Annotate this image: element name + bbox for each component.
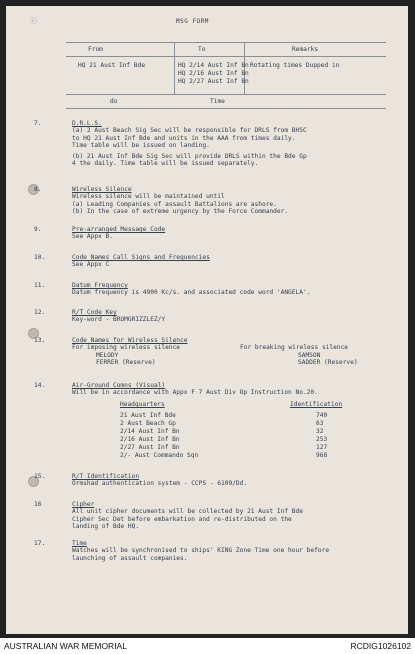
section-number: 16 (34, 501, 42, 508)
section-line: landing of Bde HQ. (72, 523, 140, 531)
section-number: 12. (34, 309, 46, 316)
section-message-code (72, 226, 402, 241)
section-line: (b) In the case of extreme urgency by the Force Commander. (72, 208, 289, 216)
table-row-id: 63 (316, 420, 324, 427)
section-line: See Appx C (72, 261, 110, 269)
table-row-id: 32 (316, 428, 324, 435)
table-row-hq: 2 Aust Beach Gp (120, 420, 176, 427)
table-row-id: 740 (316, 412, 328, 419)
footer-record-id: RCDIG1026102 (350, 641, 411, 651)
section-number: 14. (34, 382, 46, 389)
col-sub-left: do (110, 98, 118, 105)
table-row-hq: 2/16 Aust Inf Bn (120, 436, 180, 443)
section-line: Time table will be issued on landing. (72, 142, 210, 150)
archive-stamp: ⓒ (30, 17, 37, 25)
header-rule-mid (66, 56, 386, 57)
section-number: 15. (34, 473, 46, 480)
archive-footer (0, 638, 415, 654)
to-line-2: HQ 2/16 Aust Inf Bn (178, 70, 249, 77)
col-sub-right: Time (210, 98, 225, 105)
table-row-hq: 21 Aust Inf Bde (120, 412, 176, 419)
header-divider-1 (174, 42, 175, 94)
section-code-names (72, 254, 402, 269)
section-title: R/T Identification (72, 473, 140, 480)
section-line: Watches will be synchronised to ships' KING Zone Time one hour before (72, 547, 330, 555)
section-datum-frequency (72, 282, 402, 297)
section-line: 4 the daily. Time table will be issued separately. (72, 160, 259, 168)
section-title: R/T Code Key (72, 309, 117, 316)
table-row-hq: 2/27 Aust Inf Bn (120, 444, 180, 451)
col-remarks-header: Remarks (292, 46, 319, 53)
section-cipher (72, 501, 402, 531)
section-number: 7. (34, 120, 42, 127)
section-line: Key-word - BROMGRIZZLEZ/Y (72, 316, 166, 324)
table-row-hq: 2/14 Aust Inf Bn (120, 428, 180, 435)
section-wireless-silence (72, 186, 402, 216)
section-number: 9. (34, 226, 42, 233)
table-header-id: Identification (290, 401, 343, 408)
section-title: Pre-arranged Message Code (72, 226, 166, 233)
section-line: Will be in accordance with Appx F 7 Aust Div Op Instruction No.20. (72, 389, 318, 397)
section-line: (b) 21 Aust Inf Bde Sig Sec will provide DRLS within the Bde Gp (72, 152, 307, 160)
section-line: launching of assault companies. (72, 554, 188, 562)
from-value: HQ 21 Aust Inf Bde (78, 62, 146, 69)
section-line: to HQ 21 Aust Inf Bde and units in the AAA from times daily. (72, 134, 296, 142)
header-rule-top (66, 42, 386, 43)
imposing-label: For imposing wireless silence (72, 344, 181, 352)
breaking-item: SAMSON (298, 351, 321, 359)
section-title: Code Names for Wireless Silence (72, 337, 188, 344)
section-time (72, 540, 402, 562)
table-row-id: 968 (316, 452, 328, 459)
table-row-hq: 2/- Aust Commando Sqn (120, 452, 199, 459)
to-line-3: HQ 2/27 Aust Inf Bn (178, 78, 249, 85)
section-title: Code Names Call Signs and Frequencies (72, 254, 210, 261)
section-line: (a) Leading Companies of assault Battalions are ashore. (72, 200, 277, 208)
section-line: All unit cipher documents will be collected by 21 Aust Inf Bde (72, 508, 303, 516)
section-title: Air-Ground Comns (Visual) (72, 382, 166, 389)
header-rule-sub (66, 94, 386, 95)
section-line: Datum frequency is 4900 Kc/s. and associated code word 'ANGELA'. (72, 289, 311, 297)
section-number: 13. (34, 337, 46, 344)
breaking-label: For breaking wireless silence (240, 344, 349, 352)
section-drls (72, 120, 402, 167)
breaking-item: SADDER (Reserve) (298, 359, 358, 367)
section-title: Wireless Silence (72, 186, 132, 193)
section-number: 11. (34, 282, 46, 289)
section-title: Time (72, 540, 87, 547)
section-rt-code-key (72, 309, 402, 324)
col-from-header: From (88, 46, 103, 53)
section-number: 8. (34, 186, 42, 193)
table-header-hq: Headquarters (120, 401, 165, 408)
section-line: Wireless silence will be maintained until (72, 193, 225, 201)
remarks-value: Rotating times Dupped in (250, 62, 340, 69)
section-line: (a) 2 Aust Beach Sig Sec will be responsible for DRLS from BHSC (72, 127, 307, 135)
col-to-header: To (198, 46, 206, 53)
section-line: Ormshad authentication system - CCPS - 6109/Dd. (72, 480, 248, 488)
section-line: See Appx B. (72, 233, 113, 241)
table-row-id: 253 (316, 436, 328, 443)
imposing-item: MELODY (96, 351, 119, 359)
section-number: 10. (34, 254, 46, 261)
imposing-item: FERRER (Reserve) (96, 359, 156, 367)
document-page (6, 6, 408, 634)
table-row-id: 127 (316, 444, 328, 451)
header-rule-bottom (66, 108, 386, 109)
to-line-1: HQ 2/14 Aust Inf Bn (178, 62, 249, 69)
section-rt-identification (72, 473, 402, 488)
form-heading: MSG FORM (176, 18, 209, 25)
section-title: Cipher (72, 501, 95, 508)
section-title: D.R.L.S. (72, 120, 102, 127)
footer-source: AUSTRALIAN WAR MEMORIAL (4, 641, 127, 651)
section-number: 17. (34, 540, 46, 547)
section-line: Cipher Sec Det before embarkation and re-distributed on the (72, 515, 292, 523)
section-silence-code-names (72, 337, 402, 373)
section-air-ground (72, 382, 402, 466)
section-title: Datum Frequency (72, 282, 128, 289)
